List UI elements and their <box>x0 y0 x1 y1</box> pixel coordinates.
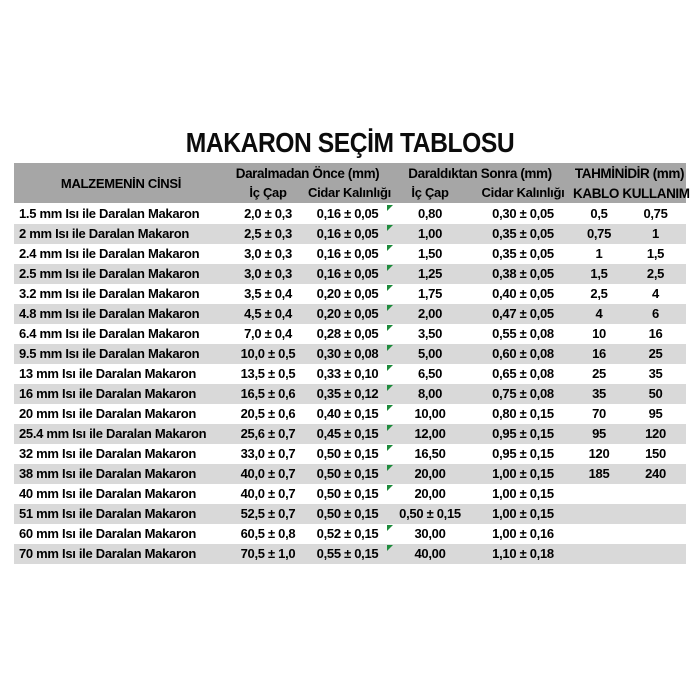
excel-error-flag-icon <box>387 425 393 431</box>
table-row <box>14 224 686 244</box>
cell-wall-thickness-before: 0,55 ± 0,15 <box>316 546 379 561</box>
cell-inner-diameter-before: 52,5 ± 0,7 <box>240 506 296 521</box>
cell-wall-thickness-after: 0,65 ± 0,08 <box>492 366 554 381</box>
cell-inner-diameter-before: 3,0 ± 0,3 <box>244 246 292 261</box>
cell-wall-thickness-after: 0,38 ± 0,05 <box>492 266 554 281</box>
header-after-inner-diameter: İç Çap <box>411 185 449 200</box>
cell-material-name: 40 mm Isı ile Daralan Makaron <box>19 486 196 501</box>
cell-inner-diameter-before: 20,5 ± 0,6 <box>240 406 296 421</box>
cell-inner-diameter-before: 2,0 ± 0,3 <box>244 206 292 221</box>
cell-inner-diameter-after <box>387 204 473 224</box>
cell-inner-diameter-after <box>387 344 473 364</box>
cell-cable-usage-max <box>625 524 686 544</box>
header-after-shrink-label: Daraldıktan Sonra (mm) <box>408 166 552 181</box>
cell-cable-usage-min <box>573 544 625 564</box>
cell-material-name: 13 mm Isı ile Daralan Makaron <box>19 366 196 381</box>
cell-wall-thickness-after: 0,40 ± 0,05 <box>492 286 554 301</box>
cell-cable-usage-max: 150 <box>645 446 666 461</box>
cell-wall-thickness-after: 1,00 ± 0,15 <box>492 486 554 501</box>
cell-inner-diameter-after-value: 5,00 <box>417 346 443 361</box>
cell-cable-usage-max: 6 <box>652 306 659 321</box>
cell-wall-thickness-after: 0,30 ± 0,05 <box>492 206 554 221</box>
cell-material-name: 2.5 mm Isı ile Daralan Makaron <box>19 266 200 281</box>
cell-inner-diameter-after <box>387 304 473 324</box>
excel-error-flag-icon <box>387 265 393 271</box>
excel-error-flag-icon <box>387 525 393 531</box>
cell-inner-diameter-after-value: 8,00 <box>417 386 443 401</box>
cell-cable-usage-max: 25 <box>648 346 663 361</box>
cell-cable-usage-max: 240 <box>645 466 666 481</box>
cell-wall-thickness-before: 0,52 ± 0,15 <box>316 526 379 541</box>
cell-inner-diameter-before: 10,0 ± 0,5 <box>240 346 296 361</box>
cell-cable-usage-max <box>625 484 686 504</box>
cell-cable-usage-min: 35 <box>592 386 606 401</box>
excel-error-flag-icon <box>387 485 393 491</box>
cell-cable-usage-min: 95 <box>592 426 606 441</box>
cell-inner-diameter-after-value: 1,50 <box>417 246 443 261</box>
excel-error-flag-icon <box>387 245 393 251</box>
cell-inner-diameter-after-value: 12,00 <box>414 426 446 441</box>
cell-cable-usage-max: 1,5 <box>646 246 665 261</box>
cell-material-name: 6.4 mm Isı ile Daralan Makaron <box>19 326 200 341</box>
cell-cable-usage-max: 2,5 <box>646 266 665 281</box>
cell-material-name: 70 mm Isı ile Daralan Makaron <box>19 546 196 561</box>
cell-inner-diameter-after-value: 3,50 <box>417 326 443 341</box>
cell-inner-diameter-before: 3,5 ± 0,4 <box>244 286 292 301</box>
cell-material-name: 20 mm Isı ile Daralan Makaron <box>19 406 196 421</box>
cell-cable-usage-min: 10 <box>592 326 606 341</box>
cell-cable-usage-min <box>573 484 625 504</box>
cell-material-name: 2.4 mm Isı ile Daralan Makaron <box>19 246 200 261</box>
cell-wall-thickness-after: 1,10 ± 0,18 <box>492 546 554 561</box>
cell-wall-thickness-before: 0,16 ± 0,05 <box>316 206 379 221</box>
cell-wall-thickness-after: 0,35 ± 0,05 <box>492 246 554 261</box>
cell-wall-thickness-before: 0,50 ± 0,15 <box>316 506 379 521</box>
table-row <box>14 364 686 384</box>
cell-wall-thickness-after: 0,55 ± 0,08 <box>492 326 554 341</box>
excel-error-flag-icon <box>387 445 393 451</box>
cell-cable-usage-max: 35 <box>648 366 663 381</box>
cell-cable-usage-min: 1 <box>595 246 603 261</box>
table-row <box>14 304 686 324</box>
cell-inner-diameter-before: 4,5 ± 0,4 <box>244 306 292 321</box>
cell-inner-diameter-after-value: 1,75 <box>417 286 443 301</box>
cell-cable-usage-max: 95 <box>648 406 663 421</box>
header-before-shrink-label: Daralmadan Önce (mm) <box>235 166 380 181</box>
cell-wall-thickness-after: 0,95 ± 0,15 <box>492 426 554 441</box>
cell-inner-diameter-before: 13,5 ± 0,5 <box>240 366 296 381</box>
cell-wall-thickness-before: 0,28 ± 0,05 <box>316 326 379 341</box>
cell-inner-diameter-before: 25,6 ± 0,7 <box>240 426 296 441</box>
cell-cable-usage-max: 1 <box>652 226 659 241</box>
cell-material-name: 1.5 mm Isı ile Daralan Makaron <box>19 206 200 221</box>
table-row <box>14 544 686 564</box>
cell-inner-diameter-after <box>387 364 473 384</box>
header-group-estimate <box>573 163 690 203</box>
cell-cable-usage-min: 1,5 <box>590 266 608 281</box>
cell-wall-thickness-after: 0,95 ± 0,15 <box>492 446 554 461</box>
cell-inner-diameter-before: 3,0 ± 0,3 <box>244 266 292 281</box>
cell-inner-diameter-after-value: 6,50 <box>417 366 443 381</box>
excel-error-flag-icon <box>387 325 393 331</box>
cell-wall-thickness-before: 0,16 ± 0,05 <box>316 226 379 241</box>
cell-wall-thickness-before: 0,16 ± 0,05 <box>316 266 379 281</box>
cell-inner-diameter-before: 2,5 ± 0,3 <box>244 226 292 241</box>
cell-wall-thickness-before: 0,40 ± 0,15 <box>316 406 379 421</box>
table-row <box>14 524 686 544</box>
excel-error-flag-icon <box>387 545 393 551</box>
cell-wall-thickness-after: 1,00 ± 0,16 <box>492 526 554 541</box>
cell-inner-diameter-after <box>387 224 473 244</box>
table-row <box>14 244 686 264</box>
cell-wall-thickness-after: 0,75 ± 0,08 <box>492 386 554 401</box>
cell-inner-diameter-after-value: 1,25 <box>417 266 443 281</box>
header-before-inner-diameter: İç Çap <box>249 185 287 200</box>
header-material-type: MALZEMENİN CİNSİ <box>60 175 182 191</box>
cell-inner-diameter-after-value: 40,00 <box>414 546 446 561</box>
cell-inner-diameter-before: 40,0 ± 0,7 <box>240 466 296 481</box>
cell-inner-diameter-after <box>387 424 473 444</box>
cell-cable-usage-min: 25 <box>592 366 606 381</box>
cell-cable-usage-min: 120 <box>588 446 610 461</box>
cell-wall-thickness-after: 0,35 ± 0,05 <box>492 226 554 241</box>
table-row <box>14 324 686 344</box>
table-row <box>14 444 686 464</box>
cell-wall-thickness-before: 0,45 ± 0,15 <box>316 426 379 441</box>
cell-inner-diameter-after <box>387 264 473 284</box>
cell-inner-diameter-after <box>387 464 473 484</box>
cell-wall-thickness-before: 0,30 ± 0,08 <box>316 346 379 361</box>
header-cable-usage-label: KABLO KULLANIM <box>573 186 690 201</box>
table-row <box>14 284 686 304</box>
cell-material-name: 32 mm Isı ile Daralan Makaron <box>19 446 196 461</box>
cell-inner-diameter-before: 70,5 ± 1,0 <box>240 546 296 561</box>
cell-inner-diameter-after-value: 2,00 <box>417 306 443 321</box>
table-row <box>14 504 686 524</box>
cell-cable-usage-min: 0,5 <box>590 206 608 221</box>
cell-cable-usage-min <box>573 524 625 544</box>
table-row <box>14 484 686 504</box>
cell-wall-thickness-after: 0,47 ± 0,05 <box>492 306 554 321</box>
cell-material-name: 9.5 mm Isı ile Daralan Makaron <box>19 346 200 361</box>
cell-wall-thickness-before: 0,33 ± 0,10 <box>316 366 379 381</box>
header-group-after-shrink <box>387 163 573 203</box>
cell-wall-thickness-before: 0,50 ± 0,15 <box>316 486 379 501</box>
table-row <box>14 344 686 364</box>
cell-inner-diameter-after-value: 0,50 ± 0,15 <box>399 506 461 521</box>
cell-inner-diameter-after <box>387 524 473 544</box>
table-row <box>14 204 686 224</box>
table-row <box>14 464 686 484</box>
cell-inner-diameter-after <box>387 404 473 424</box>
cell-material-name: 25.4 mm Isı ile Daralan Makaron <box>19 426 207 441</box>
table-row <box>14 264 686 284</box>
cell-cable-usage-min: 185 <box>588 466 610 481</box>
cell-wall-thickness-after: 1,00 ± 0,15 <box>492 506 554 521</box>
cell-inner-diameter-after <box>387 484 473 504</box>
table-row <box>14 384 686 404</box>
cell-inner-diameter-before: 40,0 ± 0,7 <box>240 486 296 501</box>
cell-cable-usage-min: 16 <box>592 346 606 361</box>
cell-inner-diameter-after-value: 20,00 <box>414 486 446 501</box>
cell-inner-diameter-after <box>387 244 473 264</box>
cell-cable-usage-max: 50 <box>648 386 663 401</box>
page-title: MAKARON SEÇİM TABLOSU <box>185 127 515 158</box>
cell-cable-usage-max: 4 <box>652 286 659 301</box>
cell-cable-usage-max: 16 <box>648 326 663 341</box>
cell-cable-usage-max: 120 <box>645 426 666 441</box>
excel-error-flag-icon <box>387 205 393 211</box>
excel-error-flag-icon <box>387 465 393 471</box>
excel-error-flag-icon <box>387 285 393 291</box>
excel-error-flag-icon <box>387 385 393 391</box>
excel-error-flag-icon <box>387 305 393 311</box>
header-group-before-shrink <box>228 163 391 203</box>
excel-error-flag-icon <box>387 345 393 351</box>
cell-inner-diameter-after-value: 16,50 <box>414 446 446 461</box>
cell-inner-diameter-after-value: 10,00 <box>414 406 446 421</box>
cell-inner-diameter-after-value: 1,00 <box>417 226 443 241</box>
excel-error-flag-icon <box>387 405 393 411</box>
cell-wall-thickness-before: 0,50 ± 0,15 <box>316 446 379 461</box>
cell-inner-diameter-after <box>387 384 473 404</box>
cell-inner-diameter-before: 16,5 ± 0,6 <box>240 386 296 401</box>
cell-wall-thickness-before: 0,20 ± 0,05 <box>316 306 379 321</box>
cell-inner-diameter-before: 33,0 ± 0,7 <box>240 446 296 461</box>
cell-material-name: 16 mm Isı ile Daralan Makaron <box>19 386 196 401</box>
cell-wall-thickness-after: 1,00 ± 0,15 <box>492 466 554 481</box>
table-row <box>14 404 686 424</box>
header-after-wall-thickness: Cidar Kalınlığı <box>481 185 565 200</box>
cell-material-name: 3.2 mm Isı ile Daralan Makaron <box>19 286 200 301</box>
cell-inner-diameter-after <box>387 324 473 344</box>
cell-material-name: 60 mm Isı ile Daralan Makaron <box>19 526 196 541</box>
cell-cable-usage-min: 4 <box>595 306 603 321</box>
table-header <box>14 163 690 203</box>
table-body <box>14 204 686 564</box>
cell-inner-diameter-after-value: 20,00 <box>414 466 446 481</box>
excel-error-flag-icon <box>387 365 393 371</box>
cell-inner-diameter-after <box>387 504 473 524</box>
cell-inner-diameter-before: 60,5 ± 0,8 <box>240 526 296 541</box>
cell-wall-thickness-before: 0,20 ± 0,05 <box>316 286 379 301</box>
cell-material-name: 4.8 mm Isı ile Daralan Makaron <box>19 306 200 321</box>
cell-wall-thickness-before: 0,50 ± 0,15 <box>316 466 379 481</box>
cell-wall-thickness-before: 0,35 ± 0,12 <box>316 386 379 401</box>
table-row <box>14 424 686 444</box>
makaron-selection-table <box>14 163 690 564</box>
cell-wall-thickness-after: 0,60 ± 0,08 <box>492 346 554 361</box>
cell-cable-usage-min: 70 <box>592 406 606 421</box>
cell-cable-usage-max <box>625 544 686 564</box>
header-estimate-label: TAHMİNİDİR (mm) <box>574 166 685 181</box>
header-before-wall-thickness: Cidar Kalınlığı <box>308 185 391 200</box>
cell-cable-usage-max: 0,75 <box>643 206 668 221</box>
cell-inner-diameter-after <box>387 544 473 564</box>
cell-cable-usage-min <box>573 504 625 524</box>
cell-inner-diameter-before: 7,0 ± 0,4 <box>244 326 292 341</box>
cell-inner-diameter-after <box>387 284 473 304</box>
cell-wall-thickness-after: 0,80 ± 0,15 <box>492 406 554 421</box>
cell-cable-usage-max <box>625 504 686 524</box>
cell-inner-diameter-after-value: 30,00 <box>414 526 446 541</box>
cell-material-name: 51 mm Isı ile Daralan Makaron <box>19 506 196 521</box>
cell-cable-usage-min: 0,75 <box>586 226 612 241</box>
cell-material-name: 2 mm Isı ile Daralan Makaron <box>19 226 190 241</box>
cell-material-name: 38 mm Isı ile Daralan Makaron <box>19 466 196 481</box>
cell-cable-usage-min: 2,5 <box>590 286 608 301</box>
cell-wall-thickness-before: 0,16 ± 0,05 <box>316 246 379 261</box>
cell-inner-diameter-after-value: 0,80 <box>417 206 443 221</box>
excel-error-flag-icon <box>387 225 393 231</box>
cell-inner-diameter-after <box>387 444 473 464</box>
